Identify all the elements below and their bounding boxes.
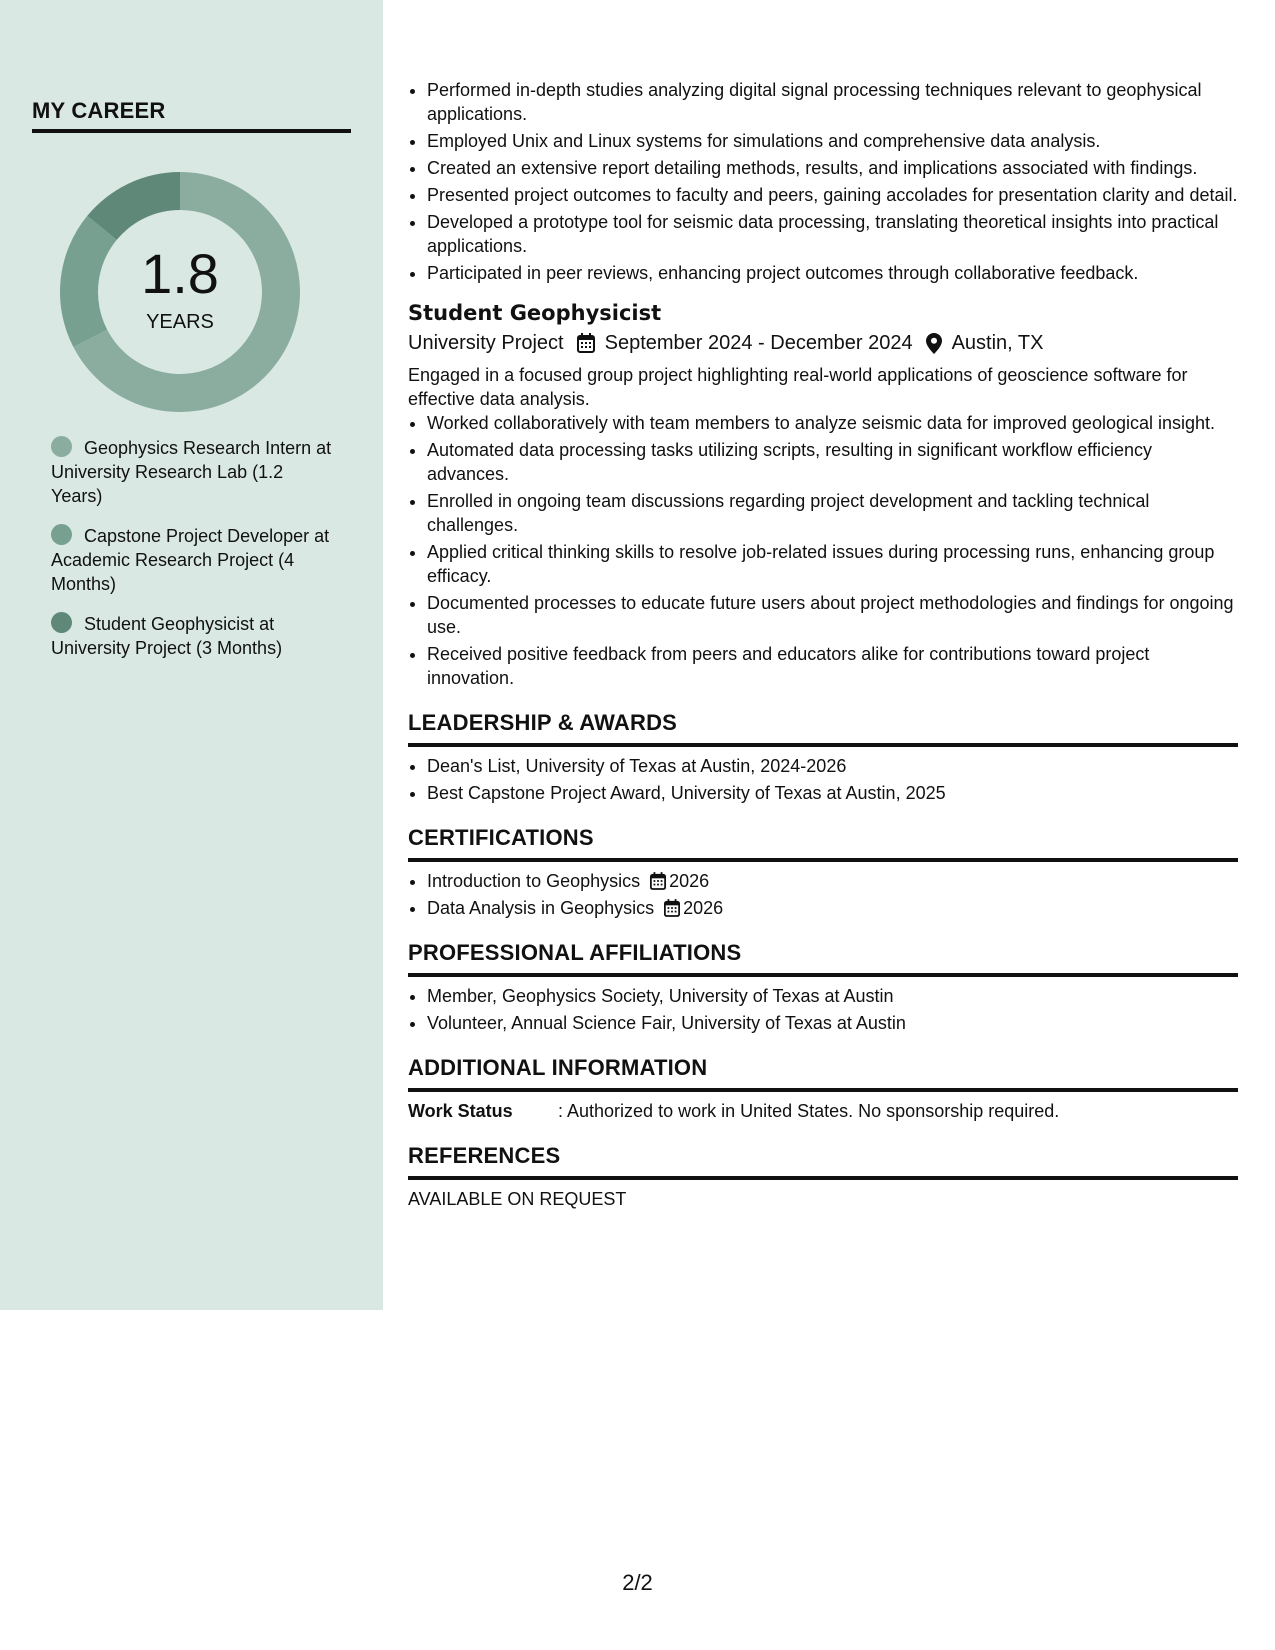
list-item: • Presented project outcomes to faculty and peers, gaining accolades for presentation clarity and detail. bbox=[427, 183, 1238, 207]
section-title-certifications: CERTIFICATIONS bbox=[408, 825, 594, 850]
map-pin-icon bbox=[926, 333, 942, 354]
legend-item bbox=[51, 436, 333, 508]
section-title-additional: ADDITIONAL INFORMATION bbox=[408, 1055, 708, 1080]
job-organization: University Project bbox=[408, 332, 564, 354]
references-text: AVAILABLE ON REQUEST bbox=[408, 1189, 627, 1209]
list-item: • Created an extensive report detailing methods, results, and implications associated with findings. bbox=[427, 156, 1238, 180]
certifications-list bbox=[408, 869, 1238, 920]
calendar-icon bbox=[650, 872, 666, 890]
section-divider bbox=[408, 858, 1238, 862]
list-item bbox=[427, 869, 1238, 893]
previous-job-bullets bbox=[408, 78, 1238, 285]
list-item: • Performed in-depth studies analyzing digital signal processing techniques relevant to geophysical applications. bbox=[427, 78, 1238, 126]
section-divider bbox=[408, 973, 1238, 977]
affiliations-list bbox=[408, 984, 1238, 1035]
job-title: Student Geophysicist bbox=[408, 301, 662, 325]
list-item: • Automated data processing tasks utilizing scripts, resulting in significant workflow efficiency advances. bbox=[427, 438, 1238, 486]
certification-name: Data Analysis in Geophysics bbox=[427, 898, 655, 918]
total-years-unit: YEARS bbox=[146, 311, 214, 333]
job-location: Austin, TX bbox=[951, 332, 1044, 354]
list-item: • Member, Geophysics Society, University of Texas at Austin bbox=[427, 984, 1238, 1008]
main-content bbox=[408, 78, 1238, 1211]
section-divider bbox=[408, 1176, 1238, 1180]
job-description: Engaged in a focused group project highlighting real-world applications of geoscience software for effective data analysis. bbox=[408, 365, 1188, 409]
career-divider bbox=[32, 129, 351, 133]
list-item: • Volunteer, Annual Science Fair, University of Texas at Austin bbox=[427, 1011, 1238, 1035]
career-legend bbox=[51, 436, 333, 676]
certification-year: 2026 bbox=[669, 871, 710, 891]
calendar-icon bbox=[664, 899, 680, 917]
list-item: • Worked collaboratively with team members to analyze seismic data for improved geological insight. bbox=[427, 411, 1238, 435]
section-title-leadership: LEADERSHIP & AWARDS bbox=[408, 710, 678, 735]
list-item: • Documented processes to educate future users about project methodologies and findings for ongoing use. bbox=[427, 591, 1238, 639]
list-item: • Dean's List, University of Texas at Austin, 2024-2026 bbox=[427, 754, 1238, 778]
leadership-list bbox=[408, 754, 1238, 805]
list-item: • Enrolled in ongoing team discussions regarding project development and tackling technical challenges. bbox=[427, 489, 1238, 537]
legend-dot bbox=[51, 612, 72, 633]
job-bullets bbox=[408, 411, 1238, 690]
certification-name: Introduction to Geophysics bbox=[427, 871, 641, 891]
section-divider bbox=[408, 1088, 1238, 1092]
job-meta bbox=[408, 329, 1238, 357]
job-dates: September 2024 - December 2024 bbox=[604, 332, 913, 354]
legend-label: Geophysics Research Intern at University Research Lab (1.2 Years) bbox=[51, 438, 332, 506]
list-item: • Developed a prototype tool for seismic data processing, translating theoretical insights into practical applications. bbox=[427, 210, 1238, 258]
list-item: • Received positive feedback from peers and educators alike for contributions toward project innovation. bbox=[427, 642, 1238, 690]
legend-item bbox=[51, 612, 333, 660]
work-status-value: : Authorized to work in United States. No sponsorship required. bbox=[558, 1101, 1060, 1121]
legend-item bbox=[51, 524, 333, 596]
section-divider bbox=[408, 743, 1238, 747]
page-number: 2/2 bbox=[622, 1570, 653, 1595]
section-title-affiliations: PROFESSIONAL AFFILIATIONS bbox=[408, 940, 742, 965]
list-item bbox=[427, 896, 1238, 920]
legend-label: Capstone Project Developer at Academic Research Project (4 Months) bbox=[51, 526, 330, 594]
legend-label: Student Geophysicist at University Project (3 Months) bbox=[51, 614, 283, 658]
legend-dot bbox=[51, 524, 72, 545]
list-item: • Employed Unix and Linux systems for simulations and comprehensive data analysis. bbox=[427, 129, 1238, 153]
work-status-row bbox=[408, 1099, 1238, 1123]
total-years-value: 1.8 bbox=[141, 242, 219, 305]
career-sidebar bbox=[0, 0, 383, 1310]
calendar-icon bbox=[577, 333, 595, 353]
work-status-label: Work Status bbox=[408, 1101, 513, 1121]
section-title-references: REFERENCES bbox=[408, 1143, 561, 1168]
list-item: • Applied critical thinking skills to resolve job-related issues during processing runs, enhancing group efficacy. bbox=[427, 540, 1238, 588]
legend-dot bbox=[51, 436, 72, 457]
list-item: • Participated in peer reviews, enhancing project outcomes through collaborative feedback. bbox=[427, 261, 1238, 285]
list-item: • Best Capstone Project Award, University of Texas at Austin, 2025 bbox=[427, 781, 1238, 805]
certification-year: 2026 bbox=[683, 898, 724, 918]
career-title: MY CAREER bbox=[32, 98, 166, 123]
